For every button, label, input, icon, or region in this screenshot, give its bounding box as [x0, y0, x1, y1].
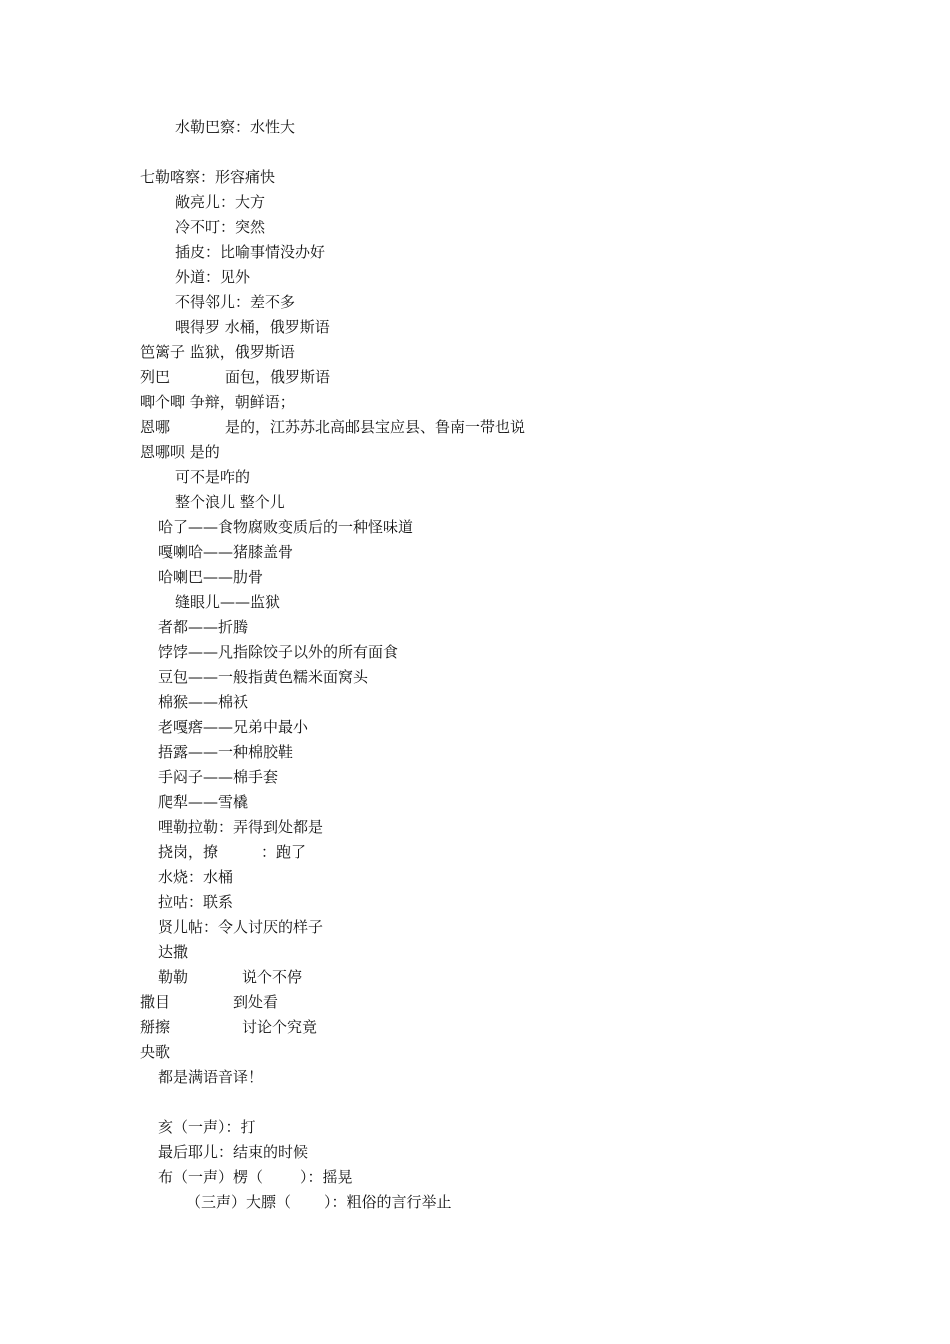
- text-line: 哈喇巴——肋骨: [158, 568, 264, 586]
- text-line: 笆篱子 监狱，俄罗斯语: [140, 343, 295, 361]
- text-line: 捂露——一种棉胶鞋: [158, 743, 294, 761]
- text-line: [158, 842, 408, 862]
- term: 撒目: [140, 993, 171, 1011]
- text-line: 手闷子——棉手套: [158, 768, 279, 786]
- text-line: 冷不叮：突然: [175, 218, 266, 236]
- term: 布（一声）楞（: [158, 1168, 264, 1186]
- text-line: 棉猴——棉袄: [158, 693, 249, 711]
- text-line: 老嘎瘩——兄弟中最小: [158, 718, 309, 736]
- text-line: [158, 967, 408, 987]
- term: （三声）大膘（: [186, 1193, 292, 1211]
- text-line: 哈了——食物腐败变质后的一种怪味道: [158, 518, 414, 536]
- definition: ）：粗俗的言行举止: [324, 1193, 452, 1211]
- text-line: 饽饽——凡指除饺子以外的所有面食: [158, 643, 399, 661]
- text-line: 最后耶儿：结束的时候: [158, 1143, 309, 1161]
- text-line: 插皮：比喻事情没办好: [175, 243, 326, 261]
- term: 列巴: [140, 368, 171, 386]
- text-line: 可不是咋的: [175, 468, 251, 486]
- text-line: [140, 417, 640, 437]
- text-line: 喂得罗 水桶，俄罗斯语: [175, 318, 330, 336]
- text-line: 央歌: [140, 1043, 171, 1061]
- text-line: 缝眼儿——监狱: [175, 593, 281, 611]
- text-line: 嘎喇哈——猪膝盖骨: [158, 543, 294, 561]
- text-line: 拉咕：联系: [158, 893, 234, 911]
- definition: ：跑了: [261, 843, 307, 861]
- text-line: 七勒喀察：形容痛快: [140, 168, 276, 186]
- text-line: 唧个唧 争辩，朝鲜语；: [140, 393, 295, 411]
- term: 恩哪: [140, 418, 171, 436]
- text-line: 豆包——一般指黄色糯米面窝头: [158, 668, 369, 686]
- definition: 是的，江苏苏北高邮县宝应县、鲁南一带也说: [225, 418, 526, 436]
- definition: ）：摇晃: [300, 1168, 353, 1186]
- text-line: [158, 1167, 458, 1187]
- term: 掰擦: [140, 1018, 171, 1036]
- text-line: 水勒巴察：水性大: [175, 118, 296, 136]
- text-line: 外道：见外: [175, 268, 251, 286]
- definition: 面包，俄罗斯语: [225, 368, 331, 386]
- text-line: 恩哪呗 是的: [140, 443, 220, 461]
- text-line: 贤儿帖：令人讨厌的样子: [158, 918, 324, 936]
- text-line: 亥（一声）：打: [158, 1118, 256, 1136]
- text-line: 哩勒拉勒：弄得到处都是: [158, 818, 324, 836]
- text-line: 不得邻儿：差不多: [175, 293, 296, 311]
- text-line: 者都——折腾: [158, 618, 249, 636]
- term: 挠岗，撩: [158, 843, 219, 861]
- text-line: [186, 1192, 536, 1212]
- text-line: 水烧：水桶: [158, 868, 234, 886]
- definition: 到处看: [233, 993, 279, 1011]
- text-line: [140, 367, 440, 387]
- text-line: 达撒: [158, 943, 189, 961]
- definition: 讨论个究竟: [242, 1018, 318, 1036]
- definition: 说个不停: [242, 968, 303, 986]
- text-line: [140, 1017, 390, 1037]
- text-line: 敞亮儿：大方: [175, 193, 266, 211]
- text-line: 都是满语音译！: [158, 1068, 264, 1086]
- term: 勒勒: [158, 968, 189, 986]
- text-line: 整个浪儿 整个儿: [175, 493, 285, 511]
- text-line: [140, 992, 390, 1012]
- text-line: 爬犁——雪橇: [158, 793, 249, 811]
